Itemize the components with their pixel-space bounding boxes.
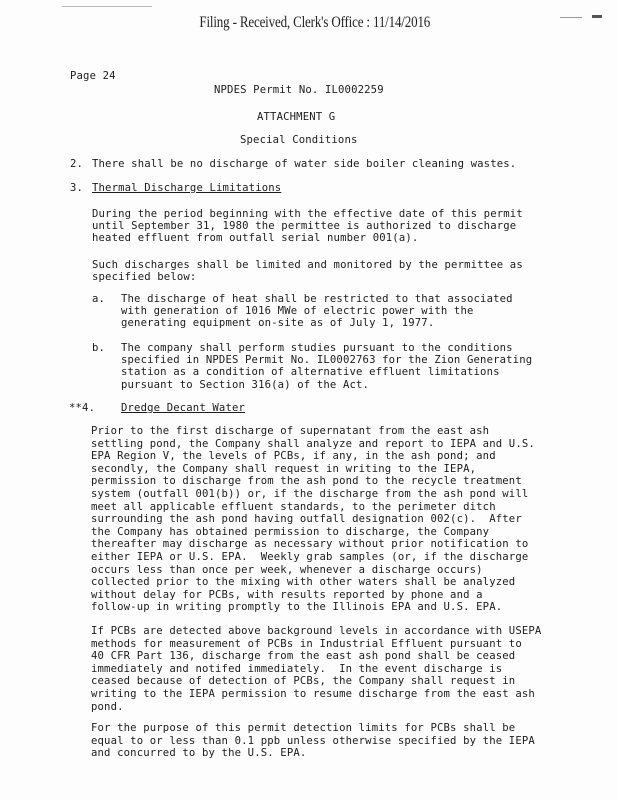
subitem-label: b. (92, 342, 106, 354)
subitem-text: The company shall perform studies pursuant to the conditions specified in NPDES Permit No. IL0002763 for the Zion Generating station as a condition of alternative effluent limitations pursuant to Section 316(a) of the Act. (121, 342, 533, 391)
paragraph: Such discharges shall be limited and monitored by the permittee as specified below: (92, 259, 523, 284)
paragraph: Prior to the first discharge of supernatant from the east ash settling pond, the Company shall analyze and report to IEPA and U.S. EPA Region V, the levels of PCBs, if any, in the ash pond; and secondly, the Company shall request in writing to the IEPA, permission to discharge from the ash pond to the recycle treatment system (outfall 001(b)) or, if the discharge from the ash pond will meet all applicable effluent standards, to the perimeter ditch surrounding the ash pond having outfall designation 002(c). After the Company has obtained permission to discharge, the Company thereafter may discharge as necessary without prior notification to either IEPA or U.S. EPA. Weekly grab samples (or, if the discharge occurs less than once per week, whenever a discharge occurs) collected prior to the mixing with other waters shall be analyzed without delay for PCBs, with results reported by phone and a follow-up in writing promptly to the Illinois EPA and U.S. EPA. (91, 425, 535, 614)
scan-mark-top-left (62, 6, 152, 7)
section-title: Special Conditions (240, 134, 358, 146)
subitem-text: The discharge of heat shall be restricted to that associated with generation of 1016 MWe of electric power with the generating equipment on-site as of July 1, 1977. (121, 293, 513, 330)
subitem-label: a. (92, 293, 106, 305)
page-label: Page 24 (70, 70, 116, 82)
item-heading: Dredge Decant Water (121, 402, 246, 414)
filing-stamp: Filing - Received, Clerk's Office : 11/14/2016 (199, 14, 431, 31)
item-heading: Thermal Discharge Limitations (92, 182, 282, 194)
attachment-title: ATTACHMENT G (257, 111, 336, 123)
permit-title: NPDES Permit No. IL0002259 (214, 84, 384, 96)
paragraph: If PCBs are detected above background levels in accordance with USEPA methods for measurement of PCBs in Industrial Effluent pursuant to 40 CFR Part 136, discharge from the east ash pond shall be ceased immediately and notifed immediately. In the event discharge is ceased because of detection of PCBs, the Company shall request in writing to the IEPA permission to resume discharge from the east ash pond. (91, 625, 542, 713)
scan-mark-top-right (592, 15, 602, 18)
item-number: 3. (70, 182, 84, 194)
paragraph: For the purpose of this permit detection limits for PCBs shall be equal to or less than 0.1 ppb unless otherwise specified by the IEPA and concurred to by the U.S. EPA. (91, 722, 535, 760)
paragraph: During the period beginning with the effective date of this permit until September 31, 1980 the permittee is authorized to discharge heated effluent from outfall serial number 001(a). (92, 208, 523, 245)
item-text: There shall be no discharge of water side boiler cleaning wastes. (92, 158, 517, 170)
item-number: 2. (70, 158, 84, 170)
item-number: **4. (69, 402, 96, 414)
